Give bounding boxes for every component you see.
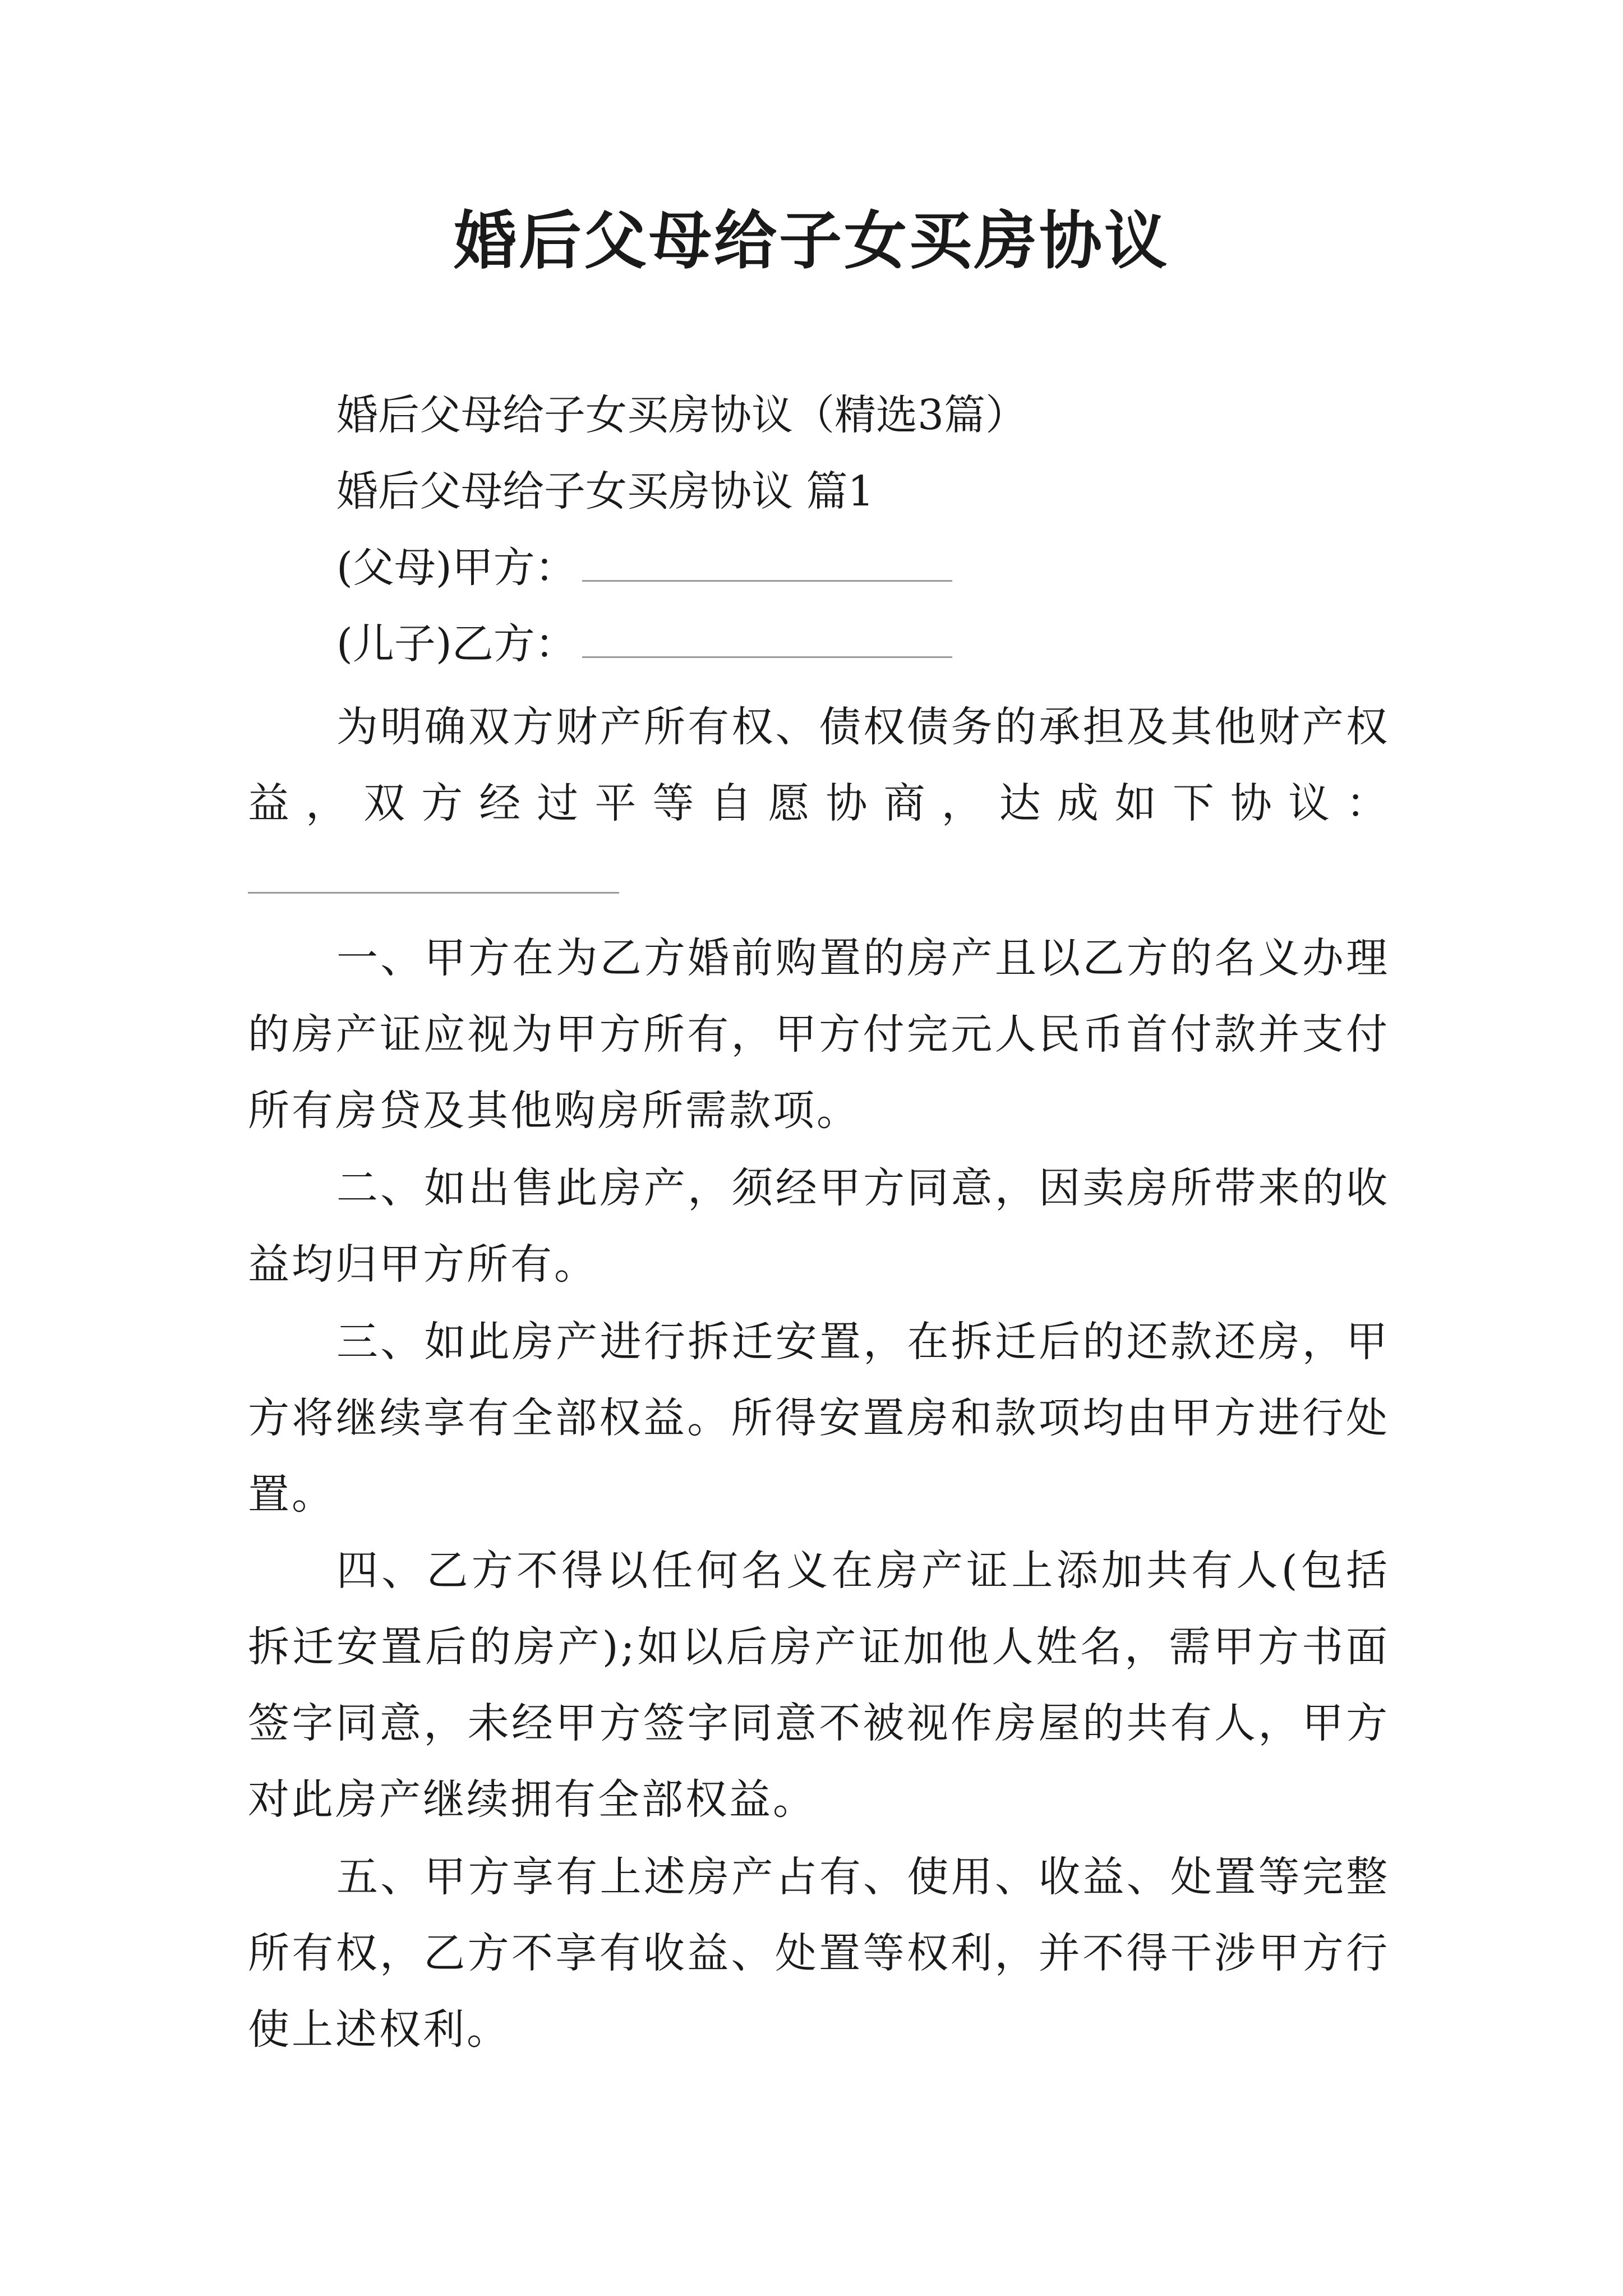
clause-1: 一、甲方在为乙方婚前购置的房产且以乙方的名义办理的房产证应视为甲方所有，甲方付完元人民币首付款并支付所有房贷及其他购房所需款项。 [248,934,1390,1135]
clause-3: 三、如此房产进行拆迁安置，在拆迁后的还款还房，甲方将继续享有全部权益。所得安置房和款项均由甲方进行处置。 [248,1318,1390,1519]
section-heading: 婚后父母给子女买房协议 篇1 [336,467,874,516]
clause-4: 四、乙方不得以任何名义在房产证上添加共有人(包括拆迁安置后的房产);如以后房产证加他人姓名，需甲方书面签字同意，未经甲方签字同意不被视作房屋的共有人，甲方对此房产继续拥有全部权益。 [248,1547,1390,1824]
party-a-label: (父母)甲方： [336,544,577,592]
document-subtitle: 婚后父母给子女买房协议（精选3篇） [336,391,1027,439]
party-a-line [336,540,952,596]
clause-5: 五、甲方享有上述房产占有、使用、收益、处置等完整所有权，乙方不享有收益、处置等权利，并不得干涉甲方行使上述权利。 [248,1853,1390,2054]
party-b-blank [582,619,952,658]
party-b-line [336,616,952,672]
document-title: 婚后父母给子女买房协议 [454,204,1169,278]
party-a-blank [582,543,952,582]
party-b-label: (儿子)乙方： [336,620,577,668]
separator-line [248,892,619,894]
clause-2: 二、如出售此房产，须经甲方同意，因卖房所带来的收益均归甲方所有。 [248,1164,1390,1289]
intro-paragraph: 为明确双方财产所有权、债权债务的承担及其他财产权益，双方经过平等自愿协商，达成如下协议： [248,703,1390,827]
